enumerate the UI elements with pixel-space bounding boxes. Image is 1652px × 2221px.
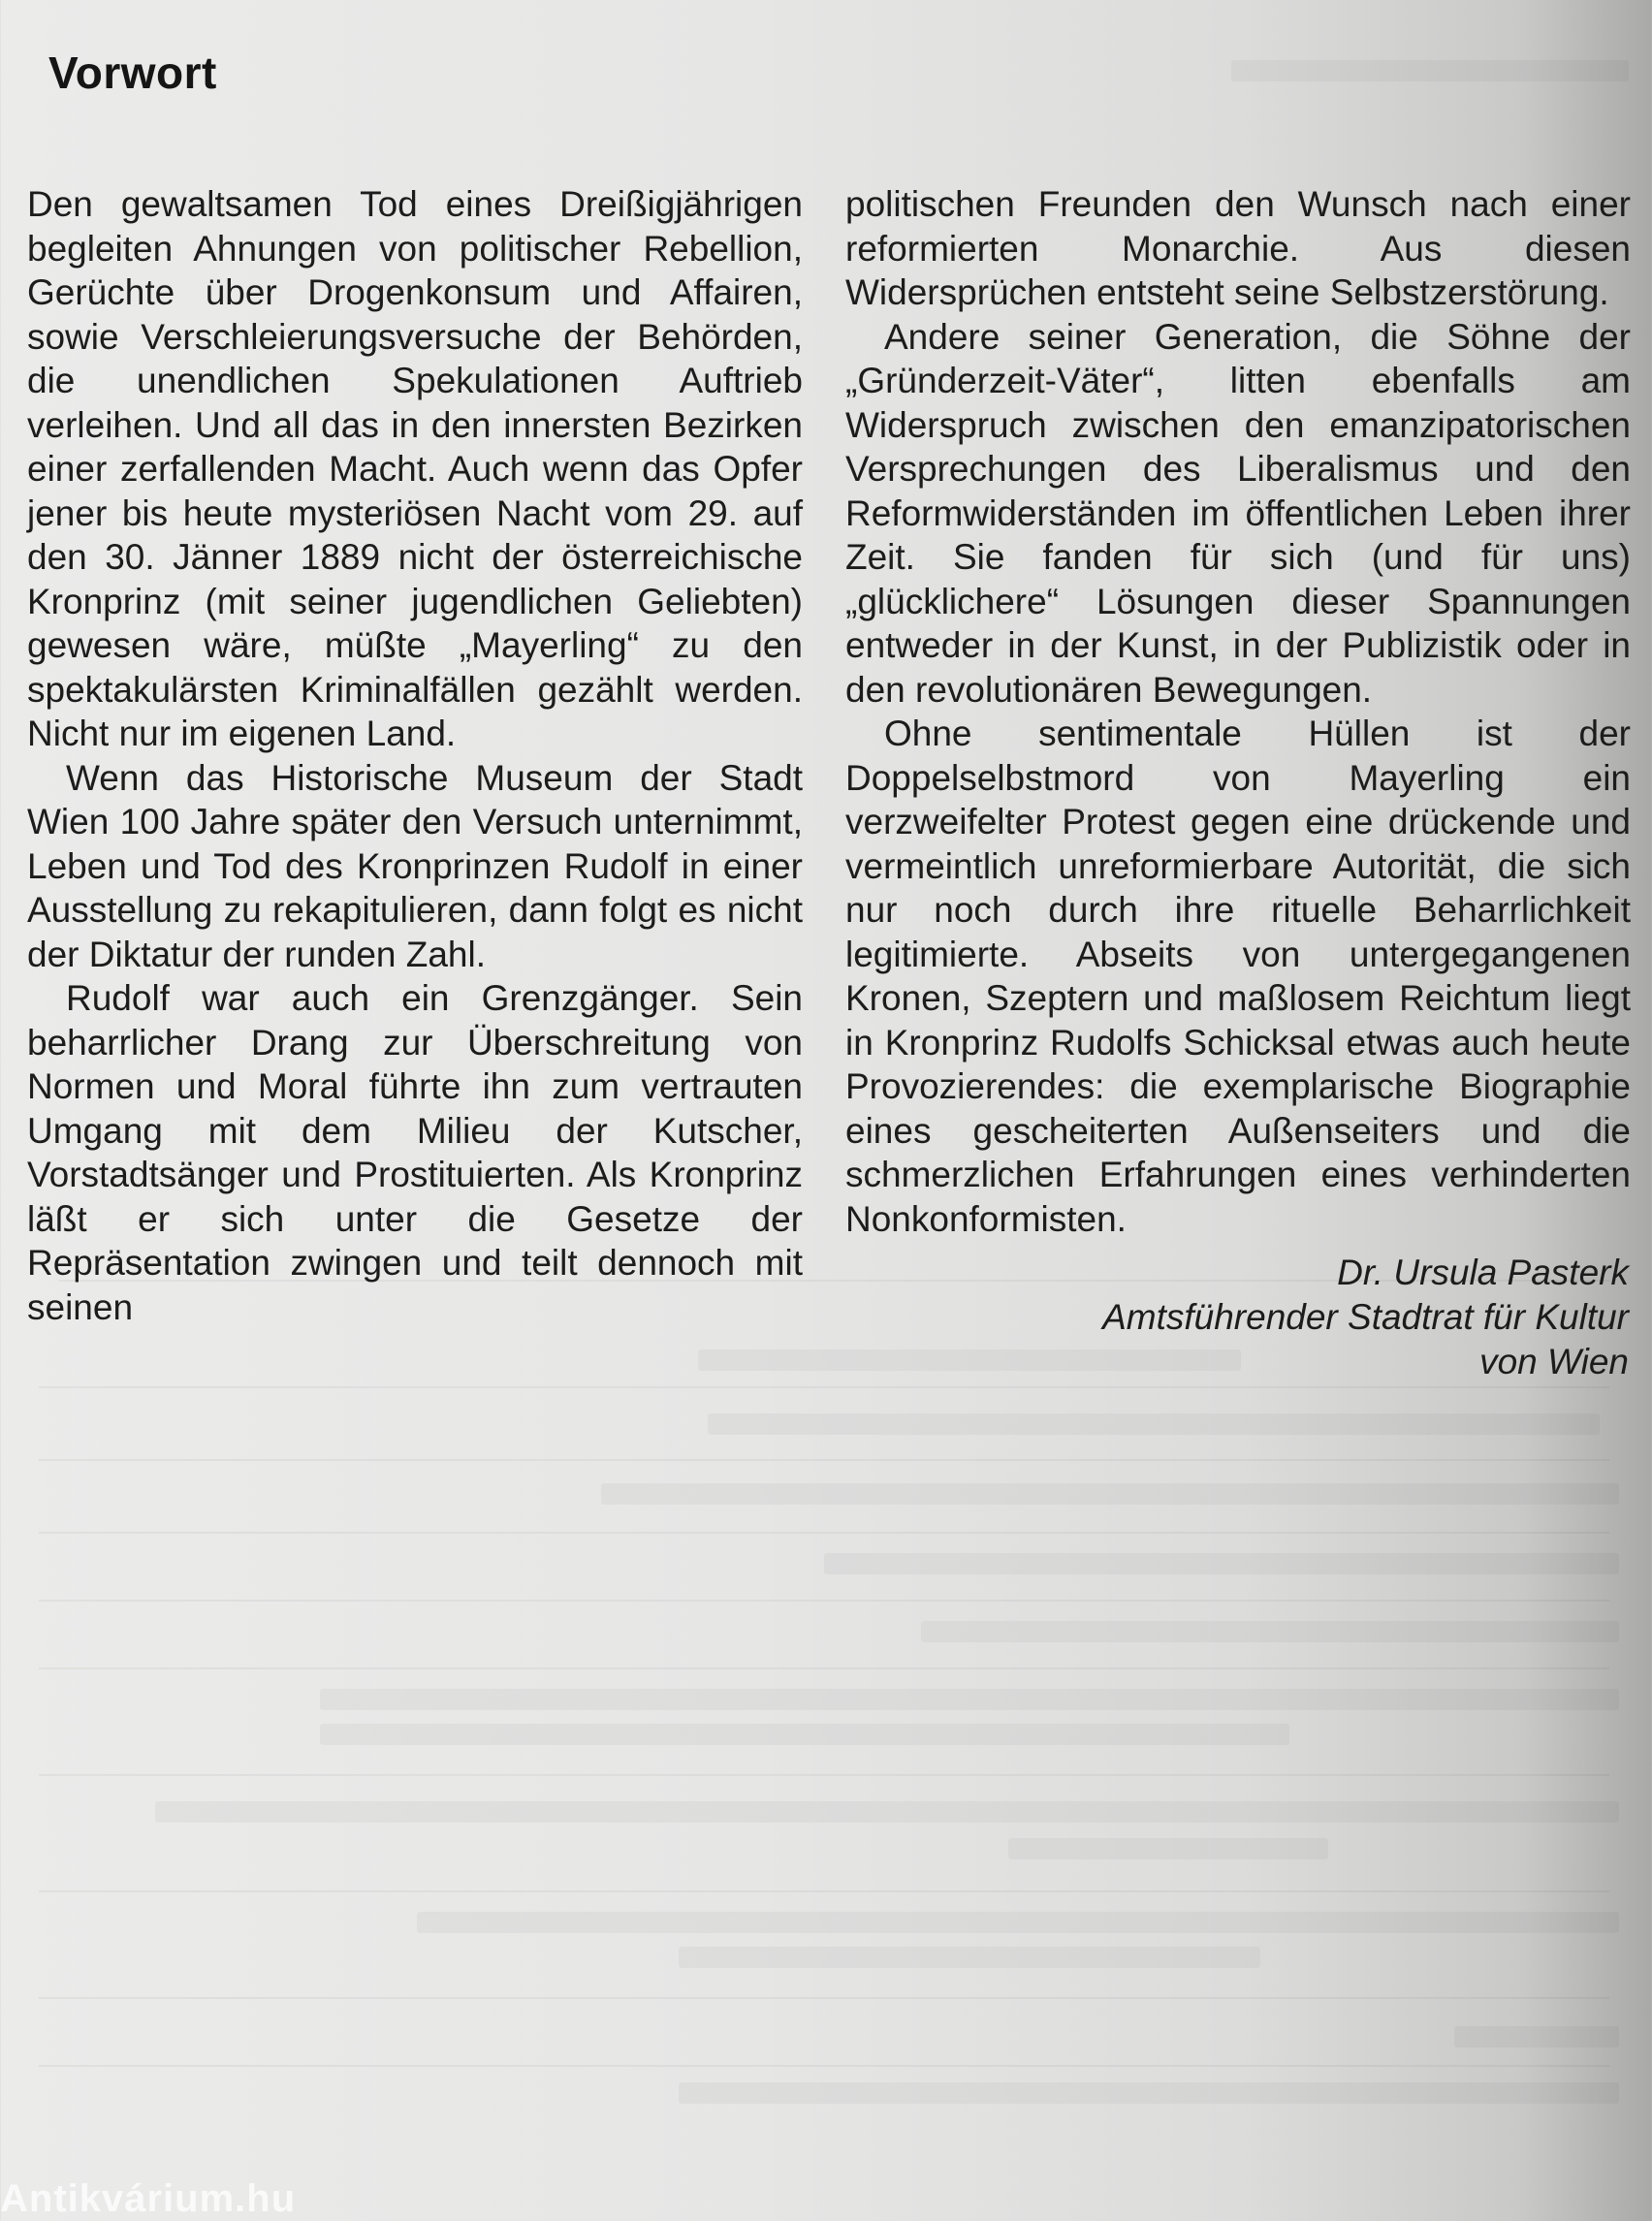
paragraph: Andere seiner Generation, die Söhne der „Gründerzeit-Väter“, litten ebenfalls am Widerspruch zwischen den emanzipatorischen Versprechungen des Liberalismus und den Reformwiderständen im öffentlichen Leben ihrer Zeit. Sie fanden für sich (und für uns) „glücklichere“ Lösungen dieser Spannungen entweder in der Kunst, in der Publizistik oder in den revolutionären Bewegungen. (845, 316, 1631, 710)
paragraph: politischen Freunden den Wunsch nach einer reformierten Monarchie. Aus diesen Widersprüchen entsteht seine Selbstzerstörung. (845, 184, 1631, 312)
page-title: Vorwort (48, 48, 217, 98)
paragraph: Ohne sentimentale Hüllen ist der Doppelselbstmord von Mayerling ein verzweifelter Protest gegen eine drückende und vermeintlich unreformierbare Autorität, die sich nur noch durch ihre rituelle Beharrlichkeit legitimierte. Abseits von untergegangenen Kronen, Szeptern und maßlosem Reichtum liegt in Kronprinz Rudolfs Schicksal etwas auch heute Provozierendes: die exemplarische Biographie eines gescheiterten Außenseiters und die schmerzlichen Erfahrungen eines verhinderten Nonkonformisten. (845, 714, 1631, 1239)
left-text-column (27, 182, 803, 1329)
signature-role: Amtsführender Stadtrat für Kultur (1102, 1297, 1629, 1337)
paragraph: Rudolf war auch ein Grenzgänger. Sein beharrlicher Drang zur Überschreitung von Normen und Moral führte ihn zum vertrauten Umgang mit dem Milieu der Kutscher, Vorstadtsänger und Prostituierten. Als Kronprinz läßt er sich unter die Gesetze der Repräsentation zwingen und teilt dennoch mit seinen (27, 978, 803, 1327)
signature-block (845, 1251, 1629, 1384)
paragraph: Wenn das Historische Museum der Stadt Wien 100 Jahre später den Versuch unternimmt, Leben und Tod des Kronprinzen Rudolf in einer Ausstellung zu rekapitulieren, dann folgt es nicht der Diktatur der runden Zahl. (27, 757, 803, 974)
right-text-column (845, 182, 1631, 1241)
watermark: Antikvárium.hu (0, 2177, 297, 2220)
signature-name: Dr. Ursula Pasterk (1337, 1253, 1629, 1292)
paragraph: Den gewaltsamen Tod eines Dreißigjährigen begleiten Ahnungen von politischer Rebellion, Gerüchte über Drogenkonsum und Affairen, sowie Verschleierungsversuche der Behörden, die unendlichen Spekulationen Auftrieb verleihen. Und all das in den innersten Bezirken einer zerfallenden Macht. Auch wenn das Opfer jener bis heute mysteriösen Nacht vom 29. auf den 30. Jänner 1889 nicht der österreichische Kronprinz (mit seiner jugendlichen Geliebten) gewesen wäre, müßte „Mayerling“ zu den spektakulärsten Kriminalfällen gezählt werden. Nicht nur im eigenen Land. (27, 184, 803, 753)
signature-place: von Wien (1479, 1342, 1629, 1381)
